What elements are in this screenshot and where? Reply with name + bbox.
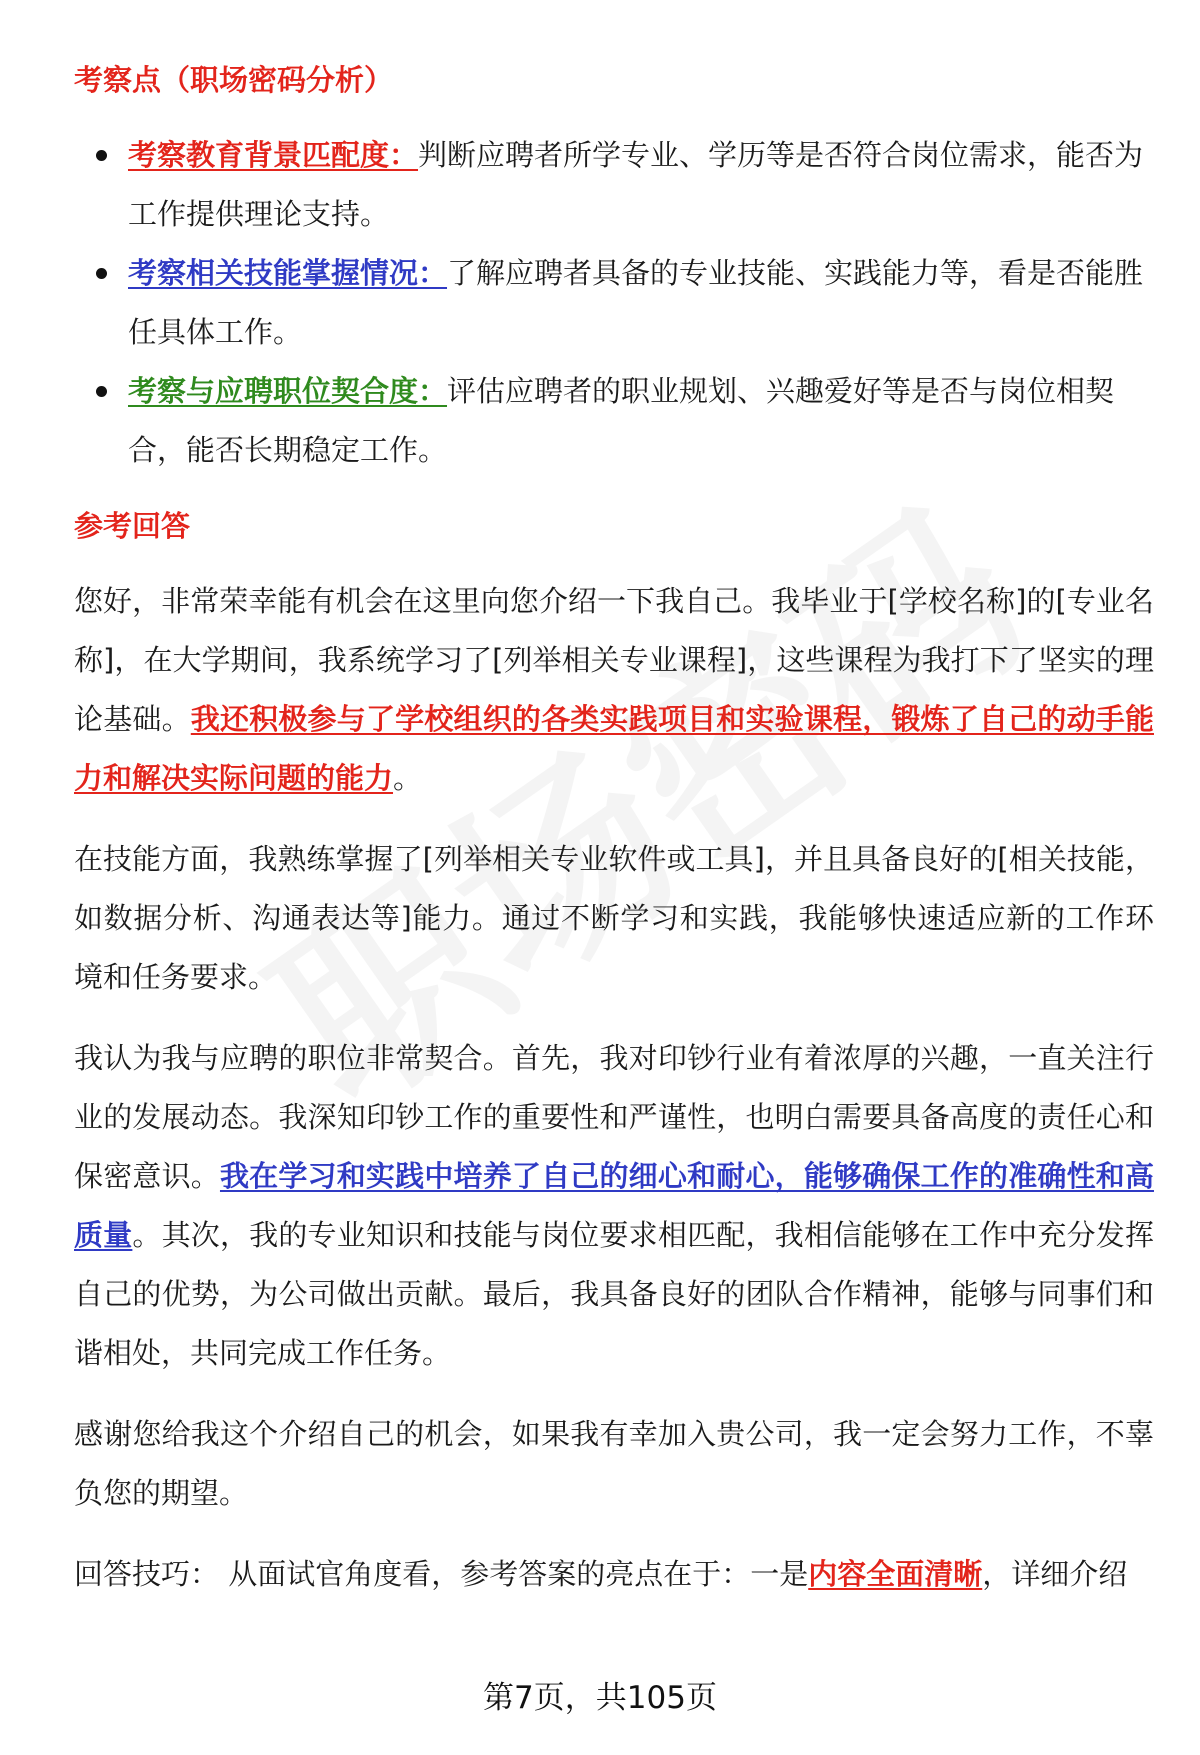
paragraph-text: 。其次，我的专业知识和技能与岗位要求相匹配，我相信能够在工作中充分发挥自己的优势，为公司做出贡献。最后，我具备良好的团队合作精神，能够与同事们和谐相处，共同完成工作任务。 <box>74 1218 1154 1370</box>
paragraph-text: 。 <box>393 761 423 795</box>
page-number: 第7页，共105页 <box>483 1680 717 1716</box>
exam-points-list <box>74 126 1154 480</box>
point-label: 考察与应聘职位契合度： <box>128 374 448 408</box>
point-text: 评估应聘者的职业规划、兴趣爱好等是否与岗位相契合，能否长期稳定工作。 <box>128 374 1115 467</box>
bullet-icon <box>96 386 107 397</box>
answer-paragraph-3 <box>74 1029 1154 1383</box>
answer-paragraph-2: 在技能方面，我熟练掌握了[列举相关专业软件或工具]，并且具备良好的[相关技能，如数据分析、沟通表达等]能力。通过不断学习和实践，我能够快速适应新的工作环境和任务要求。 <box>74 842 1154 994</box>
section-heading-reference-answer: 参考回答 <box>74 509 191 543</box>
answer-paragraph-4: 感谢您给我这个介绍自己的机会，如果我有幸加入贵公司，我一定会努力工作，不辜负您的期望。 <box>74 1417 1154 1510</box>
highlight-text: 我在学习和实践中培养了自己的细心和耐心，能够确保工作的准确性和高质量 <box>74 1159 1154 1252</box>
bullet-icon <box>96 150 107 161</box>
document-page <box>74 56 1154 1604</box>
point-text: 判断应聘者所学专业、学历等是否符合岗位需求，能否为工作提供理论支持。 <box>128 138 1144 231</box>
answer-tips-paragraph <box>74 1545 1154 1604</box>
point-label: 考察教育背景匹配度： <box>128 138 419 172</box>
paragraph-text: ，详细介绍 <box>982 1557 1128 1591</box>
list-item <box>74 244 1154 362</box>
paragraph-text: 我认为我与应聘的职位非常契合。首先，我对印钞行业有着浓厚的兴趣，一直关注行业的发展动态。我深知印钞工作的重要性和严谨性，也明白需要具备高度的责任心和保密意识。 <box>74 1041 1154 1193</box>
point-label: 考察相关技能掌握情况： <box>128 256 448 290</box>
list-item <box>74 126 1154 244</box>
paragraph-text: 回答技巧： 从面试官角度看，参考答案的亮点在于：一是 <box>74 1557 809 1591</box>
bullet-icon <box>96 268 107 279</box>
paragraph-text: 您好，非常荣幸能有机会在这里向您介绍一下我自己。我毕业于[学校名称]的[专业名称]，在大学期间，我系统学习了[列举相关专业课程]，这些课程为我打下了坚实的理论基础。 <box>74 584 1154 736</box>
point-text: 了解应聘者具备的专业技能、实践能力等，看是否能胜任具体工作。 <box>128 256 1144 349</box>
answer-paragraph-1 <box>74 572 1154 808</box>
highlight-text: 内容全面清晰 <box>808 1557 983 1591</box>
section-heading-exam-points: 考察点（职场密码分析） <box>74 63 394 97</box>
list-item <box>74 362 1154 480</box>
highlight-text: 我还积极参与了学校组织的各类实践项目和实验课程，锻炼了自己的动手能力和解决实际问题的能力 <box>74 702 1154 795</box>
